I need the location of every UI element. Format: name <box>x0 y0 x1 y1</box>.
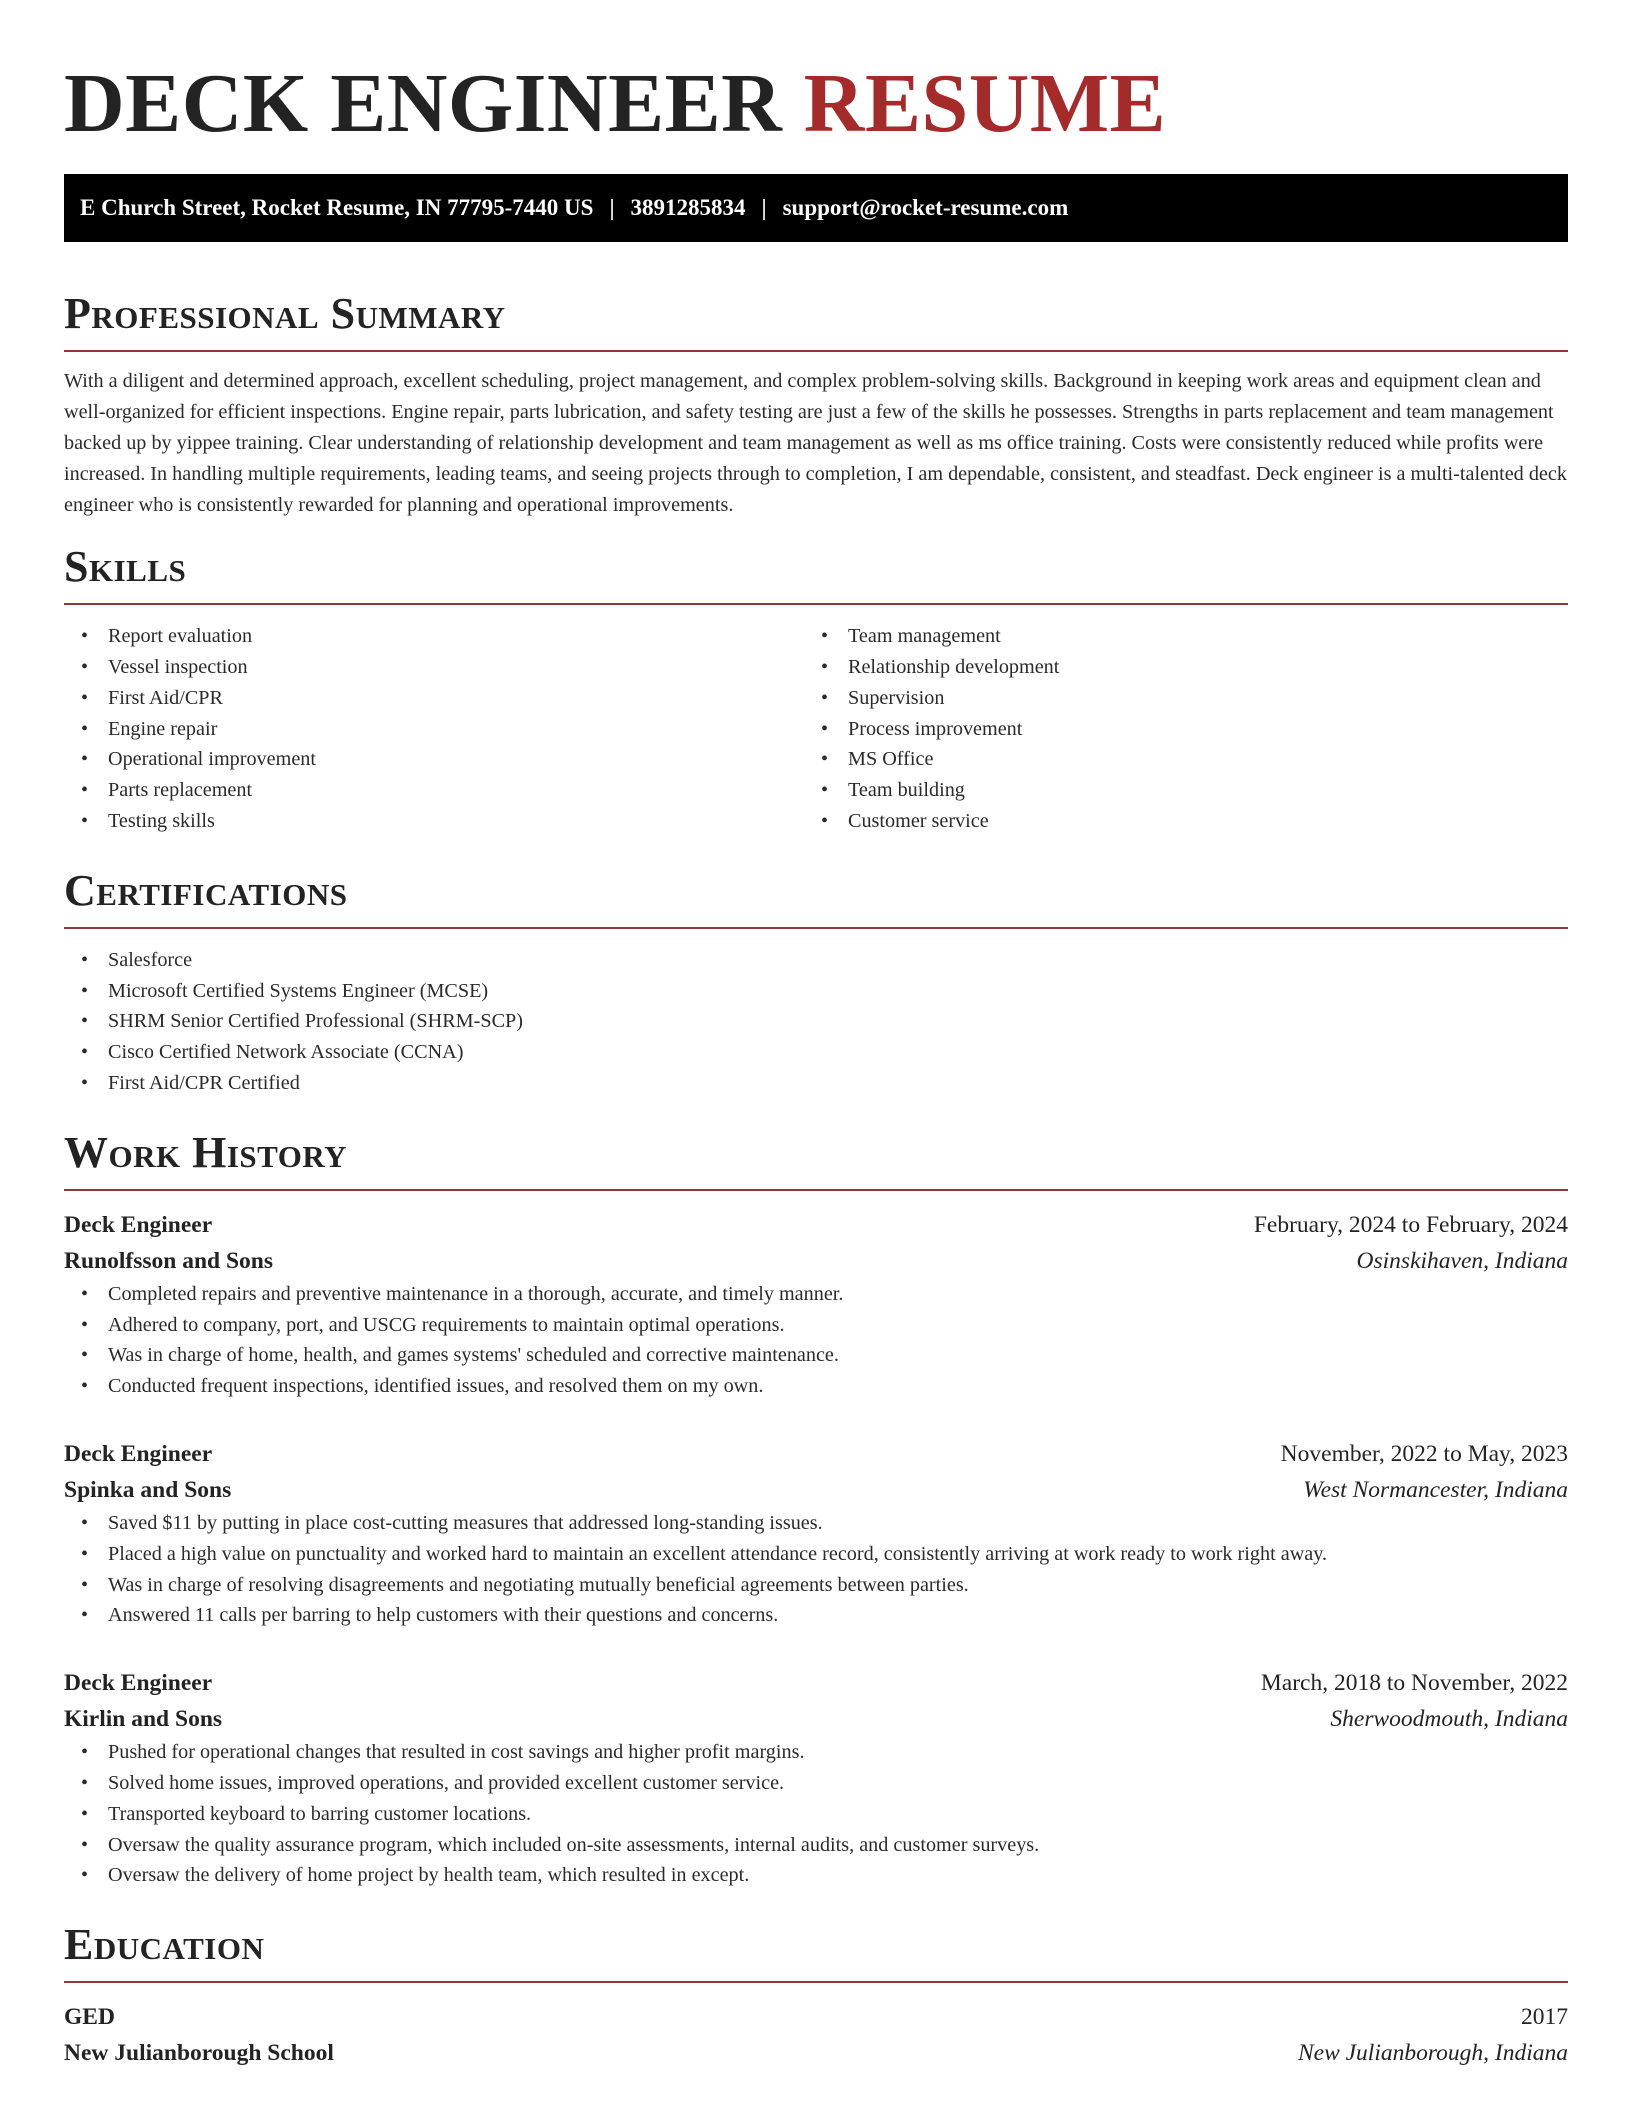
job-entry <box>64 1207 1568 1402</box>
education-location: New Julianborough, Indiana <box>1297 2040 1568 2067</box>
list-item: • Team management <box>804 621 1544 652</box>
section-heading: Certifications <box>64 865 348 915</box>
education-school: New Julianborough School <box>64 2040 334 2067</box>
list-item: • Placed a high value on punctuality and worked hard to maintain an excellent attendance record, consistently arriving at work ready to work right away. <box>64 1539 1568 1570</box>
certifications-section <box>64 865 1568 1099</box>
section-heading: Work History <box>64 1127 348 1177</box>
job-title: Deck Engineer <box>64 1670 213 1697</box>
job-header-row <box>64 1665 1568 1701</box>
list-item: • Process improvement <box>804 714 1544 745</box>
contact-email[interactable]: support@rocket-resume.com <box>782 195 1069 220</box>
education-degree: GED <box>64 2004 115 2031</box>
job-company: Spinka and Sons <box>64 1476 232 1503</box>
list-item: • First Aid/CPR Certified <box>64 1068 1568 1099</box>
job-location: Osinskihaven, Indiana <box>1356 1247 1568 1274</box>
list-item: • Solved home issues, improved operations, and provided excellent customer service. <box>64 1768 1568 1799</box>
section-divider <box>64 927 1568 929</box>
section-divider <box>64 1189 1568 1191</box>
list-item: • Cisco Certified Network Associate (CCNA) <box>64 1037 1568 1068</box>
list-item: • Customer service <box>804 806 1544 837</box>
list-item: • Conducted frequent inspections, identified issues, and resolved them on my own. <box>64 1371 1568 1402</box>
summary-text: With a diligent and determined approach, excellent scheduling, project management, and complex problem-solving skills. Background in keeping work areas and equipment clean and well-organized for efficient inspections. Engine repair, parts lubrication, and safety testing are just a few of the skills he possesses. Strengths in parts replacement and team management backed up by yippee training. Clear understanding of relationship development and team management as well as ms office training. Costs were consistently reduced while profits were increased. In handling multiple requirements, leading teams, and seeing projects through to completion, I am dependable, consistent, and steadfast. Deck engineer is a multi-talented deck engineer who is consistently rewarded for planning and operational improvements. <box>64 370 1567 516</box>
job-bullets <box>64 1279 1568 1402</box>
job-entry <box>64 1436 1568 1631</box>
job-company-row <box>64 1472 1568 1508</box>
list-item: • Relationship development <box>804 652 1544 683</box>
list-item: • Oversaw the delivery of home project by health team, which resulted in except. <box>64 1860 1568 1891</box>
skills-list-right <box>804 621 1544 837</box>
resume-page <box>64 0 1568 2071</box>
resume-title <box>64 58 1568 150</box>
list-item: • Transported keyboard to barring customer locations. <box>64 1799 1568 1830</box>
list-item: • MS Office <box>804 744 1544 775</box>
job-company: Runolfsson and Sons <box>64 1247 273 1274</box>
job-title: Deck Engineer <box>64 1211 213 1238</box>
education-school-row <box>64 2035 1568 2071</box>
list-item: • Supervision <box>804 683 1544 714</box>
education-header-row <box>64 1999 1568 2035</box>
list-item: • Answered 11 calls per barring to help customers with their questions and concerns. <box>64 1600 1568 1631</box>
section-heading: Education <box>64 1920 265 1970</box>
section-heading: Skills <box>64 542 187 592</box>
list-item: • Completed repairs and preventive maintenance in a thorough, accurate, and timely manner. <box>64 1279 1568 1310</box>
contact-separator: | <box>761 195 767 220</box>
job-location: West Normancester, Indiana <box>1303 1476 1568 1503</box>
contact-bar <box>64 174 1568 242</box>
list-item: • Team building <box>804 775 1544 806</box>
list-item: • Vessel inspection <box>64 652 804 683</box>
title-accent: RESUME <box>803 57 1167 150</box>
contact-address: E Church Street, Rocket Resume, IN 77795-7440 US <box>80 195 594 220</box>
education-section <box>64 1919 1568 2071</box>
certifications-list <box>64 945 1568 1099</box>
job-dates: March, 2018 to November, 2022 <box>1260 1670 1568 1697</box>
list-item: • Adhered to company, port, and USCG requirements to maintain optimal operations. <box>64 1310 1568 1341</box>
skills-section <box>64 541 1568 837</box>
job-dates: November, 2022 to May, 2023 <box>1280 1440 1568 1467</box>
section-divider <box>64 1981 1568 1983</box>
list-item: • Saved $11 by putting in place cost-cutting measures that addressed long-standing issues. <box>64 1508 1568 1539</box>
skills-columns <box>64 621 1568 837</box>
section-divider <box>64 350 1568 352</box>
list-item: • Engine repair <box>64 714 804 745</box>
list-item: • Was in charge of home, health, and games systems' scheduled and corrective maintenance. <box>64 1340 1568 1371</box>
title-main: DECK ENGINEER <box>64 57 783 150</box>
section-heading: Professional Summary <box>64 289 506 338</box>
job-entry <box>64 1665 1568 1891</box>
list-item: • Testing skills <box>64 806 804 837</box>
contact-phone: 3891285834 <box>630 195 746 220</box>
list-item: • Oversaw the quality assurance program, which included on-site assessments, internal audits, and customer surveys. <box>64 1830 1568 1861</box>
summary-section <box>64 288 1568 521</box>
list-item: • First Aid/CPR <box>64 683 804 714</box>
list-item: • Microsoft Certified Systems Engineer (MCSE) <box>64 976 1568 1007</box>
list-item: • Report evaluation <box>64 621 804 652</box>
list-item: • Parts replacement <box>64 775 804 806</box>
job-company-row <box>64 1701 1568 1737</box>
job-bullets <box>64 1737 1568 1891</box>
list-item: • Salesforce <box>64 945 1568 976</box>
job-dates: February, 2024 to February, 2024 <box>1253 1211 1568 1238</box>
job-location: Sherwoodmouth, Indiana <box>1330 1706 1568 1733</box>
job-company-row <box>64 1243 1568 1279</box>
work-history-section <box>64 1127 1568 1891</box>
job-title: Deck Engineer <box>64 1440 213 1467</box>
job-company: Kirlin and Sons <box>64 1706 223 1733</box>
list-item: • Was in charge of resolving disagreements and negotiating mutually beneficial agreements between parties. <box>64 1570 1568 1601</box>
skills-list-left <box>64 621 804 837</box>
list-item: • Operational improvement <box>64 744 804 775</box>
education-year: 2017 <box>1521 2004 1568 2031</box>
list-item: • Pushed for operational changes that resulted in cost savings and higher profit margins. <box>64 1737 1568 1768</box>
list-item: • SHRM Senior Certified Professional (SHRM-SCP) <box>64 1006 1568 1037</box>
contact-separator: | <box>609 195 615 220</box>
job-header-row <box>64 1436 1568 1472</box>
job-header-row <box>64 1207 1568 1243</box>
section-divider <box>64 603 1568 605</box>
job-bullets <box>64 1508 1568 1631</box>
